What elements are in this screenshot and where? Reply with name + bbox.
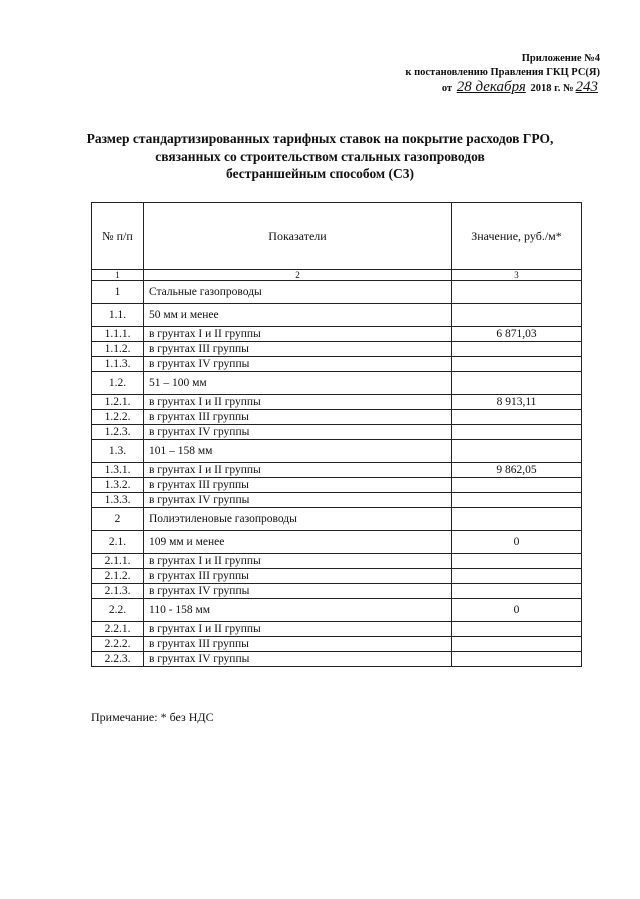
table-row <box>92 281 582 304</box>
table-row <box>92 584 582 599</box>
table-row <box>92 493 582 508</box>
row-number: 2.1. <box>92 531 144 554</box>
row-number: 1.1.2. <box>92 342 144 357</box>
row-indicator: 109 мм и менее <box>144 531 452 554</box>
row-number: 2.1.2. <box>92 569 144 584</box>
row-value <box>452 281 582 304</box>
row-indicator: 110 - 158 мм <box>144 599 452 622</box>
column-number: 3 <box>452 270 582 281</box>
table-row <box>92 395 582 410</box>
row-indicator: в грунтах IV группы <box>144 493 452 508</box>
row-indicator: в грунтах I и II группы <box>144 463 452 478</box>
row-number: 1.3.2. <box>92 478 144 493</box>
row-value <box>452 425 582 440</box>
row-number: 1 <box>92 281 144 304</box>
row-value <box>452 357 582 372</box>
title-line-1: Размер стандартизированных тарифных ставок на покрытие расходов ГРО, <box>86 131 554 146</box>
table-row <box>92 531 582 554</box>
row-number: 2 <box>92 508 144 531</box>
column-number: 1 <box>92 270 144 281</box>
row-number: 1.1. <box>92 304 144 327</box>
table-row <box>92 652 582 667</box>
table-row <box>92 357 582 372</box>
row-value <box>452 622 582 637</box>
row-number: 2.2.2. <box>92 637 144 652</box>
header-number: № п/п <box>92 203 144 270</box>
tariff-table <box>91 202 582 667</box>
table-row <box>92 569 582 584</box>
row-indicator: в грунтах III группы <box>144 478 452 493</box>
table-row <box>92 327 582 342</box>
table-row <box>92 440 582 463</box>
table-row <box>92 508 582 531</box>
row-indicator: 51 – 100 мм <box>144 372 452 395</box>
table-row <box>92 304 582 327</box>
table-row <box>92 637 582 652</box>
row-value: 0 <box>452 599 582 622</box>
column-number-row <box>92 270 582 281</box>
table-row <box>92 372 582 395</box>
row-value <box>452 478 582 493</box>
header-indicator: Показатели <box>144 203 452 270</box>
title-line-2: связанных со строительством стальных газопроводов <box>155 148 485 164</box>
row-value <box>452 410 582 425</box>
table-row <box>92 410 582 425</box>
row-number: 2.2.1. <box>92 622 144 637</box>
row-number: 1.2.2. <box>92 410 144 425</box>
date-year: 2018 г. № <box>530 83 574 94</box>
row-number: 1.2. <box>92 372 144 395</box>
row-number: 2.2.3. <box>92 652 144 667</box>
row-value <box>452 508 582 531</box>
row-indicator: в грунтах IV группы <box>144 357 452 372</box>
row-number: 1.1.3. <box>92 357 144 372</box>
table-row <box>92 342 582 357</box>
row-number: 2.2. <box>92 599 144 622</box>
table-row <box>92 463 582 478</box>
appendix-title: Приложение №4 <box>521 53 600 64</box>
row-indicator: в грунтах III группы <box>144 569 452 584</box>
row-value: 0 <box>452 531 582 554</box>
handwritten-date: 28 декабря <box>456 79 526 95</box>
row-indicator: Полиэтиленовые газопроводы <box>144 508 452 531</box>
row-indicator: в грунтах IV группы <box>144 584 452 599</box>
row-number: 1.2.1. <box>92 395 144 410</box>
table-header-row <box>92 203 582 270</box>
row-number: 1.1.1. <box>92 327 144 342</box>
row-indicator: в грунтах I и II группы <box>144 395 452 410</box>
row-value <box>452 554 582 569</box>
row-indicator: 101 – 158 мм <box>144 440 452 463</box>
row-value <box>452 304 582 327</box>
row-number: 2.1.1. <box>92 554 144 569</box>
row-indicator: Стальные газопроводы <box>144 281 452 304</box>
date-prefix: от <box>441 83 453 94</box>
title-line-3: бестраншейным способом (С3) <box>226 166 414 181</box>
row-indicator: в грунтах III группы <box>144 410 452 425</box>
row-value: 9 862,05 <box>452 463 582 478</box>
row-indicator: в грунтах I и II группы <box>144 554 452 569</box>
table-row <box>92 425 582 440</box>
handwritten-number: 243 <box>575 79 598 95</box>
document-title <box>70 130 570 183</box>
row-indicator: в грунтах III группы <box>144 637 452 652</box>
row-number: 1.2.3. <box>92 425 144 440</box>
row-indicator: в грунтах IV группы <box>144 652 452 667</box>
table-row <box>92 599 582 622</box>
row-indicator: 50 мм и менее <box>144 304 452 327</box>
column-number: 2 <box>144 270 452 281</box>
row-indicator: в грунтах I и II группы <box>144 622 452 637</box>
footnote: Примечание: * без НДС <box>91 710 214 724</box>
appendix-date-line <box>405 80 600 96</box>
row-value <box>452 372 582 395</box>
row-value <box>452 637 582 652</box>
row-value <box>452 493 582 508</box>
row-indicator: в грунтах IV группы <box>144 425 452 440</box>
row-number: 1.3. <box>92 440 144 463</box>
row-value: 6 871,03 <box>452 327 582 342</box>
row-value <box>452 652 582 667</box>
row-number: 1.3.3. <box>92 493 144 508</box>
row-indicator: в грунтах I и II группы <box>144 327 452 342</box>
row-value <box>452 342 582 357</box>
table-row <box>92 622 582 637</box>
row-number: 2.1.3. <box>92 584 144 599</box>
row-indicator: в грунтах III группы <box>144 342 452 357</box>
row-value: 8 913,11 <box>452 395 582 410</box>
row-value <box>452 584 582 599</box>
header-value: Значение, руб./м* <box>452 203 582 270</box>
row-value <box>452 569 582 584</box>
table-row <box>92 554 582 569</box>
appendix-header <box>405 52 600 96</box>
row-number: 1.3.1. <box>92 463 144 478</box>
row-value <box>452 440 582 463</box>
appendix-resolution: к постановлению Правления ГКЦ РС(Я) <box>405 67 600 78</box>
table-row <box>92 478 582 493</box>
